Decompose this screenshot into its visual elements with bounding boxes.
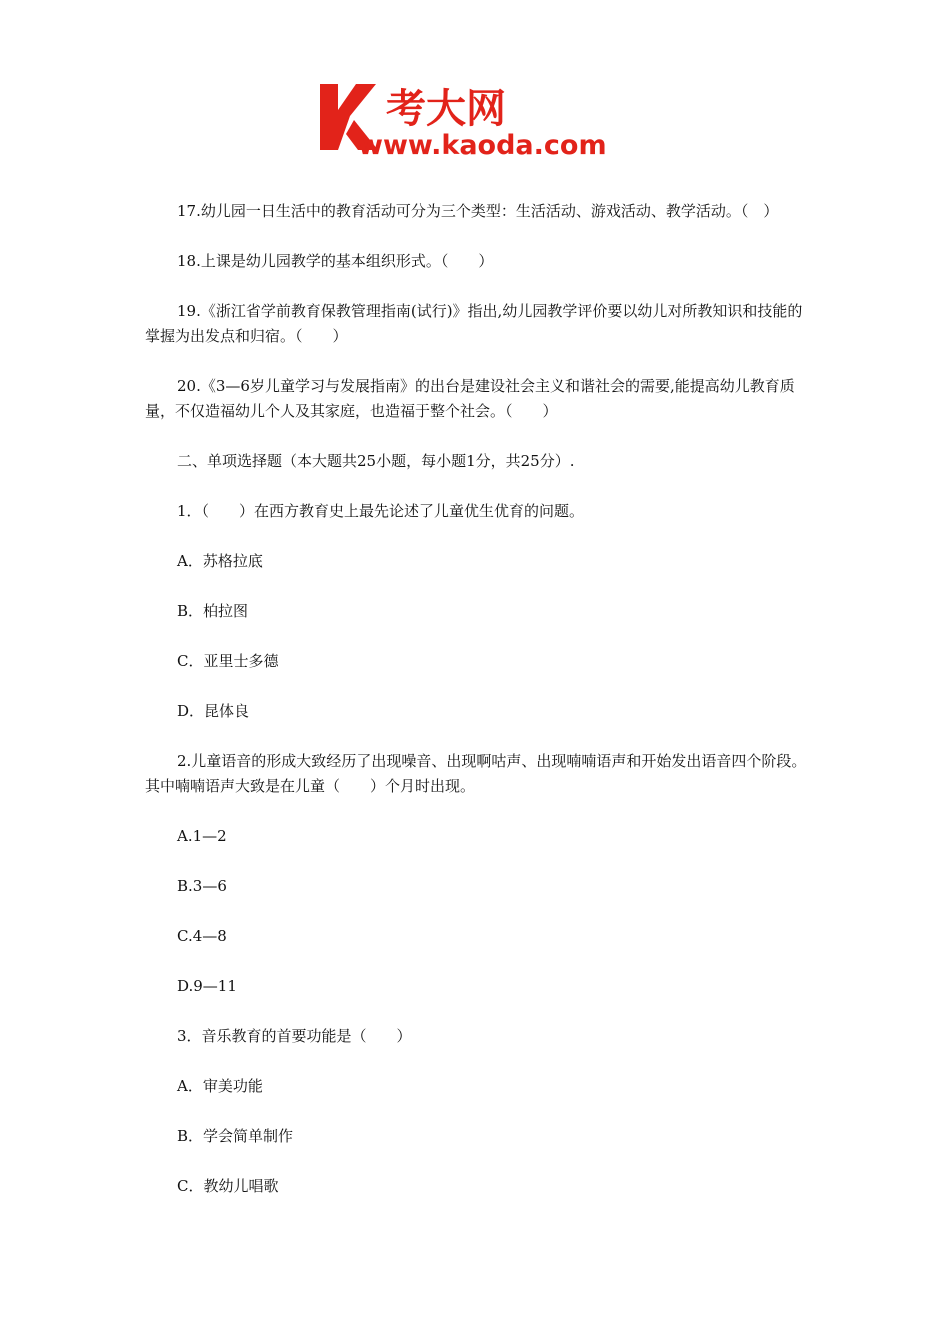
mc-question-1: 1．（ ）在西方教育史上最先论述了儿童优生优育的问题。 [177,502,585,520]
kaoda-logo [318,80,648,160]
mc3-option-b: B．学会简单制作 [177,1127,294,1145]
document-body [145,199,810,1224]
mc3-option-c: C．教幼儿唱歌 [177,1177,279,1195]
mc1-option-b: B．柏拉图 [177,602,249,620]
mc3-option-a: A．审美功能 [177,1077,263,1095]
mc2-option-c: C.4—8 [177,927,227,945]
mc2-option-a: A.1—2 [177,827,227,845]
mc-question-2: 2.儿童语音的形成大致经历了出现噪音、出现啊咕声、出现喃喃语声和开始发出语音四个阶段。其中喃喃语声大致是在儿童（ ）个月时出现。 [145,752,807,795]
question-18: 18.上课是幼儿园教学的基本组织形式。（ ） [177,252,494,270]
question-20: 20.《3—6岁儿童学习与发展指南》的出台是建设社会主义和谐社会的需要,能提高幼儿教育质量，不仅造福幼儿个人及其家庭，也造福于整个社会。（ ） [145,377,795,420]
mc1-option-a: A．苏格拉底 [177,552,263,570]
mc2-option-b: B.3—6 [177,877,227,895]
logo-brand-text: 考大网 [386,86,506,132]
section-heading: 二、单项选择题（本大题共25小题，每小题1分，共25分）. [177,452,575,470]
mc-question-3: 3．音乐教育的首要功能是（ ） [177,1027,412,1045]
kaoda-logo-graphic [318,80,648,160]
mc1-option-d: D．昆体良 [177,702,250,720]
question-17: 17.幼儿园一日生活中的教育活动可分为三个类型：生活活动、游戏活动、教学活动。（ ） [177,202,779,220]
logo-url-text: www.kaoda.com [358,130,607,160]
mc1-option-c: C．亚里士多德 [177,652,279,670]
mc2-option-d: D.9—11 [177,977,237,995]
question-19: 19.《浙江省学前教育保教管理指南(试行)》指出,幼儿园教学评价要以幼儿对所教知识和技能的掌握为出发点和归宿。（ ） [145,302,803,345]
